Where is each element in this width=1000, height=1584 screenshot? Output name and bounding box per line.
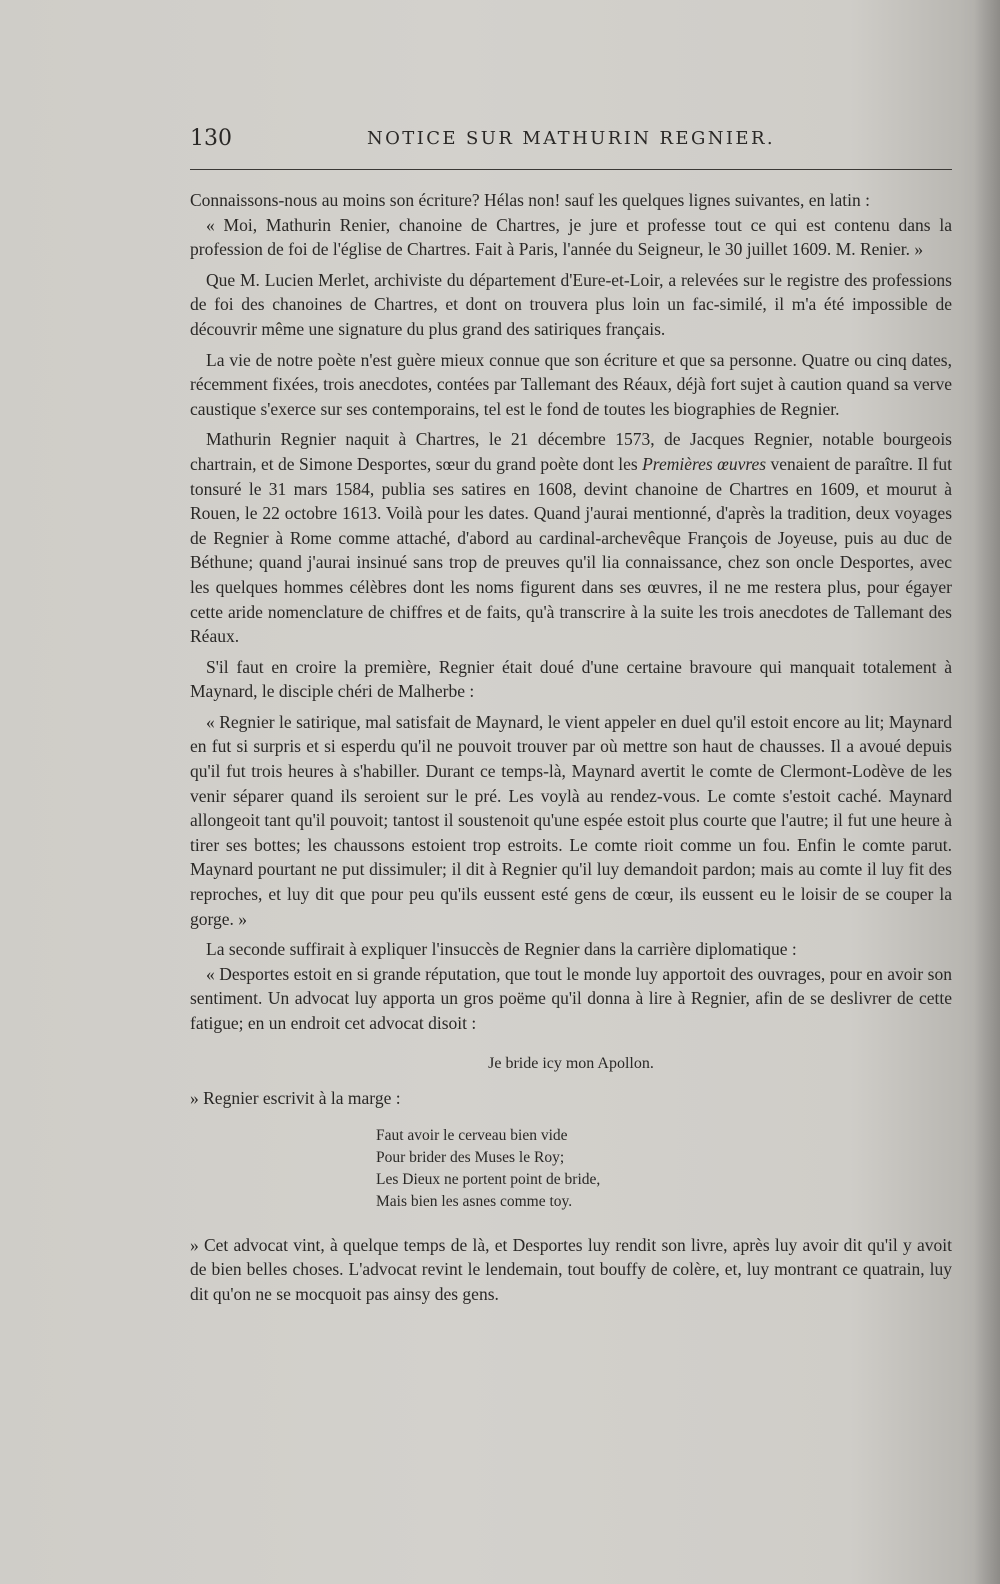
- quote-first-anecdote: « Regnier le satirique, mal satisfait de Maynard, le vient appeler en duel qu'il estoit encore au lit; Maynard en fut si surpris et si esperdu qu'il ne pouvoit trouver par où mettre son haut de chausses. Il a avoué depuis qu'il fut trois heures à s'habiller. Durant ce temps-là, Maynard avertit le comte de Clermont-Lodève de les venir séparer quand ils seroient sur le pré. Les voylà au rendez-vous. Le comte s'estoit caché. Maynard allongeoit tant qu'il pouvoit; tantost il soustenoit qu'une espée estoit plus courte que l'autre; il fut une heure à tirer ses bottes; les chaussons estoient trop estroits. Le comte rioit comme un fou. Enfin le comte parut. Maynard pourtant ne put dissimuler; il dit à Regnier qu'il luy demandoit pardon; mais au comte il luy fit des reproches, et luy dit que pour peu qu'ils eussent esté gens de cœur, ils eussent eu le loisir de se couper la gorge. »: [190, 711, 952, 929]
- quoted-verse-line: Je bride icy mon Apollon.: [488, 1054, 654, 1072]
- body-text: [190, 188, 952, 1307]
- paragraph-after-quatrain: » Cet advocat vint, à quelque temps de là, et Desportes luy rendit son livre, après luy avoir dit qu'il y avoit de bien belles choses. L'advocat revint le lendemain, tout bouffy de colère, et, luy montrant ce quatrain, luy dit qu'on ne se mocquoit pas ainsy des gens.: [190, 1234, 952, 1304]
- page-edge-shadow: [974, 0, 1000, 1584]
- running-title: NOTICE SUR MATHURIN REGNIER.: [366, 128, 776, 149]
- quatrain-line-1: Faut avoir le cerveau bien vide: [376, 1126, 568, 1144]
- paragraph-6: S'il faut en croire la première, Regnier était doué d'une certaine bravoure qui manquait totalement à Maynard, le disciple chéri de Malherbe :: [190, 656, 952, 702]
- paragraph-1: Connaissons-nous au moins son écriture? Hélas non! sauf les quelques lignes suivantes, en latin :: [190, 190, 870, 210]
- quote-second-anecdote: « Desportes estoit en si grande réputation, que tout le monde luy apportoit des ouvrages, pour en avoir son sentiment. Un advocat luy apporta un gros poëme qu'il donna à lire à Regnier, afin de se deslivrer de cette fatigue; en un endroit cet advocat disoit :: [190, 963, 952, 1033]
- paragraph-5-part-1: Mathurin Regnier naquit à Chartres, le 21 décembre 1573, de Jacques Regnier, notable bourgeois chartrain, et de Simone Desportes, sœur du grand poète dont les: [190, 429, 952, 474]
- paragraph-3: Que M. Lucien Merlet, archiviste du département d'Eure-et-Loir, a relevées sur le registre des professions de foi des chanoines de Chartres, et dont on trouvera plus loin un fac-similé, il m'a été impossible de découvrir même une signature du plus grand des satiriques français.: [190, 269, 952, 339]
- quatrain-line-3: Les Dieux ne portent point de bride,: [376, 1170, 601, 1188]
- quatrain-line-4: Mais bien les asnes comme toy.: [376, 1192, 573, 1210]
- margin-note-intro: » Regnier escrivit à la marge :: [190, 1088, 401, 1109]
- paragraph-latin-oath: « Moi, Mathurin Renier, chanoine de Chartres, je jure et professe tout ce qui est contenu dans la profession de foi de l'église de Chartres. Fait à Paris, l'année du Seigneur, le 30 juillet 1609. M. Renier. »: [190, 214, 952, 260]
- paragraph-4: La vie de notre poète n'est guère mieux connue que son écriture et que sa personne. Quatre ou cinq dates, récemment fixées, trois anecdotes, contées par Tallemant des Réaux, déjà fort sujet à caution quand sa verve caustique s'exerce sur ses contemporains, tel est le fond de toutes les biographies de Regnier.: [190, 349, 952, 419]
- quatrain-line-2: Pour brider des Muses le Roy;: [376, 1148, 565, 1166]
- page-header: [190, 126, 952, 156]
- page-number: 130: [190, 126, 232, 151]
- paragraph-8: La seconde suffirait à expliquer l'insuccès de Regnier dans la carrière diplomatique :: [206, 939, 797, 960]
- quatrain: [376, 1125, 952, 1213]
- paragraph-5: [190, 427, 952, 648]
- paragraph-5-part-2: venaient de paraître. Il fut tonsuré le 31 mars 1584, publia ses satires en 1608, devint chanoine de Chartres en 1609, et mourut à Rouen, le 22 octobre 1613. Voilà pour les dates. Quand j'aurai mentionné, d'après la tradition, deux voyages de Regnier à Rome comme attaché, d'abord au cardinal-archevêque François de Joyeuse, puis au duc de Béthune; quand j'aurai insinué sans trop de preuves qu'il lia connaissance, chez son oncle Desportes, avec les quelques hommes célèbres dont les noms figurent dans ses œuvres, il ne me restera plus, pour égayer cette aride nomenclature de chiffres et de faits, qu'à transcrire à la suite les trois anecdotes de Tallemant des Réaux.: [190, 453, 952, 647]
- header-rule: [190, 169, 952, 170]
- paragraph-5-italic-title: Premières œuvres: [642, 453, 767, 474]
